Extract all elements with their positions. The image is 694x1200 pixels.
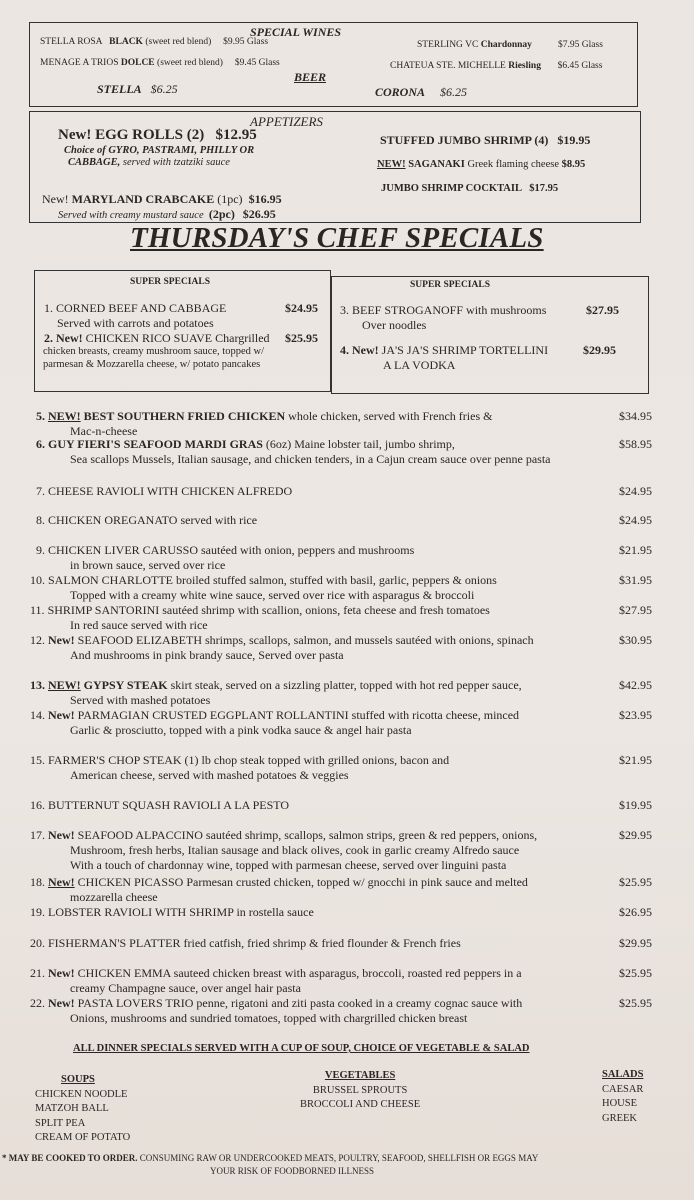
food-warning-2: YOUR RISK OF FOODBORNED ILLNESS [210, 1166, 375, 1176]
special-item [30, 633, 652, 663]
special-item [30, 484, 652, 499]
item-number: 10. [30, 573, 45, 587]
super-4-price: $29.95 [583, 343, 616, 357]
salad-item: HOUSE [602, 1098, 638, 1109]
special-item [30, 828, 652, 873]
new-badge: NEW! [48, 678, 81, 692]
item-description-cont: American cheese, served with mashed potatoes & veggies [70, 768, 349, 782]
super-2-name: 2. New! CHICKEN RICO SUAVE Chargrilled [44, 331, 270, 345]
item-description: shrimps, scallops, salmon, and mussels sautéed with onions, spinach [204, 633, 534, 647]
item-number: 14. [30, 708, 45, 722]
item-price: $25.95 [619, 996, 652, 1010]
page-title: THURSDAY'S CHEF SPECIALS [130, 222, 544, 254]
item-price: $29.95 [619, 828, 652, 842]
appetizers-heading: APPETIZERS [250, 114, 323, 129]
item-description: Parmesan crusted chicken, topped w/ gnocchi in pink sauce and melted [186, 875, 528, 889]
wine-menage: MENAGE A TRIOS DOLCE (sweet red blend) $9.45 Glass [40, 58, 280, 68]
item-description-cont: Topped with a creamy white wine sauce, served over rice with asparagus & broccoli [70, 588, 475, 602]
item-number: 9. [36, 543, 45, 557]
item-description-cont: in brown sauce, served over rice [70, 558, 226, 572]
new-badge: New! [48, 828, 75, 842]
item-description-cont: Served with mashed potatoes [70, 693, 211, 707]
item-name: GUY FIERI'S SEAFOOD MARDI GRAS [48, 437, 263, 451]
served-with-note: ALL DINNER SPECIALS SERVED WITH A CUP OF SOUP, CHOICE OF VEGETABLE & SALAD [73, 1043, 530, 1054]
new-badge: New! [48, 875, 75, 889]
item-name: CHICKEN PICASSO [77, 875, 184, 889]
app-crabcake: New! MARYLAND CRABCAKE (1pc) $16.95 [42, 192, 282, 206]
soup-item: CHICKEN NOODLE [35, 1088, 128, 1100]
item-description-cont: creamy Champagne sauce, over angel hair pasta [70, 981, 301, 995]
item-description: (6oz) Maine lobster tail, jumbo shrimp, [265, 437, 455, 451]
super-4-name: 4. New! JA'S JA'S SHRIMP TORTELLINI [340, 343, 549, 357]
special-item [30, 678, 652, 708]
item-number: 19. [30, 905, 45, 919]
beer-corona: CORONA $6.25 [375, 85, 468, 99]
item-description-cont: With a touch of chardonnay wine, topped with parmesan cheese, served over linguini pasta [70, 858, 507, 872]
new-badge: New! [48, 708, 75, 722]
soup-item: SPLIT PEA [35, 1117, 86, 1129]
super-2-price: $25.95 [285, 331, 318, 345]
special-item [30, 966, 652, 996]
item-description-cont: In red sauce served with rice [70, 618, 208, 632]
special-item [30, 753, 652, 783]
vegetables-column [300, 1069, 420, 1113]
special-item [30, 573, 652, 603]
item-description: sautéed shrimp, scallops, salmon strips, green & red peppers, onions, [205, 828, 538, 842]
item-price: $25.95 [619, 875, 652, 889]
item-description: sautéed with onion, peppers and mushrooms [201, 543, 415, 557]
item-number: 15. [30, 753, 45, 767]
item-number: 6. [36, 437, 45, 451]
wine-stella-rosa: STELLA ROSA BLACK (sweet red blend) $9.95 Glass [40, 37, 269, 47]
item-description-cont: Garlic & prosciutto, topped with a pink vodka sauce & angel hair pasta [70, 723, 412, 737]
item-price: $21.95 [619, 753, 652, 767]
super-1-price: $24.95 [285, 301, 318, 315]
item-number: 7. [36, 484, 45, 498]
item-name: SEAFOOD ALPACCINO [77, 828, 203, 842]
special-item [30, 603, 652, 633]
item-name: CHEESE RAVIOLI WITH CHICKEN ALFREDO [48, 484, 293, 498]
item-number: 16. [30, 798, 45, 812]
item-description: skirt steak, served on a sizzling platter, topped with hot red pepper sauce, [170, 678, 522, 692]
item-number: 21. [30, 966, 45, 980]
super-1-desc: Served with carrots and potatoes [57, 316, 214, 330]
item-price: $42.95 [619, 678, 652, 692]
item-number: 17. [30, 828, 45, 842]
item-description-cont: Sea scallops Mussels, Italian sausage, and chicken tenders, in a Cajun cream sauce over penne pasta [70, 452, 551, 466]
app-egg-rolls-desc: Choice of GYRO, PASTRAMI, PHILLY OR [64, 145, 255, 156]
super-3-desc: Over noodles [362, 318, 427, 332]
item-name: LOBSTER RAVIOLI WITH SHRIMP [48, 905, 234, 919]
super-3-name: 3. BEEF STROGANOFF with mushrooms [340, 303, 547, 317]
item-price: $30.95 [619, 633, 652, 647]
super-2-desc2: parmesan & Mozzarella cheese, w/ potato pancakes [43, 359, 261, 370]
item-description: fried catfish, fried shrimp & fried flounder & French fries [183, 936, 461, 950]
special-item [30, 708, 652, 738]
item-description-cont: And mushrooms in pink brandy sauce, Served over pasta [70, 648, 344, 662]
item-description: in rostella sauce [236, 905, 314, 919]
item-name: GYPSY STEAK [83, 678, 168, 692]
new-badge: New! [48, 996, 75, 1010]
item-price: $24.95 [619, 484, 652, 498]
item-description: sautéed shrimp with scallion, onions, feta cheese and fresh tomatoes [162, 603, 490, 617]
beer-stella: STELLA $6.25 [97, 82, 178, 96]
item-price: $29.95 [619, 936, 652, 950]
special-item [30, 905, 652, 920]
special-item [30, 437, 652, 467]
app-egg-rolls-desc2: CABBAGE, served with tzatziki sauce [68, 157, 230, 168]
item-price: $31.95 [619, 573, 652, 587]
special-item [30, 543, 652, 573]
app-saganaki: NEW! SAGANAKI Greek flaming cheese $8.95 [377, 159, 586, 170]
item-price: $19.95 [619, 798, 652, 812]
super-1-name: 1. CORNED BEEF AND CABBAGE [44, 301, 227, 315]
item-description: whole chicken, served with French fries & [288, 409, 493, 423]
item-number: 5. [36, 409, 45, 423]
special-item [30, 513, 652, 528]
app-shrimp-cocktail: JUMBO SHRIMP COCKTAIL $17.95 [381, 183, 559, 194]
salads-heading: SALADS [602, 1069, 644, 1080]
item-name: FISHERMAN'S PLATTER [48, 936, 181, 950]
item-description: served with rice [180, 513, 258, 527]
soups-heading: SOUPS [61, 1074, 95, 1085]
item-name: CHICKEN LIVER CARUSSO [48, 543, 199, 557]
new-badge: New! [48, 966, 75, 980]
item-name: SHRIMP SANTORINI [47, 603, 160, 617]
item-number: 11. [30, 603, 45, 617]
vegetable-item: BROCCOLI AND CHEESE [300, 1099, 421, 1110]
beer-heading: BEER [294, 70, 327, 84]
new-badge: NEW! [48, 409, 81, 423]
special-item [30, 936, 652, 951]
soups-column [35, 1073, 130, 1146]
item-price: $21.95 [619, 543, 652, 557]
item-description: penne, rigatoni and ziti pasta cooked in a creamy cognac sauce with [196, 996, 523, 1010]
vegetable-item: BRUSSEL SPROUTS [312, 1084, 408, 1096]
salad-item: CAESAR [602, 1083, 644, 1095]
special-item [30, 875, 652, 905]
vegetables-heading: VEGETABLES [324, 1070, 396, 1081]
item-name: PARMAGIAN CRUSTED EGGPLANT ROLLANTINI [77, 708, 349, 722]
item-description: (1) lb chop steak topped with grilled onions, bacon and [184, 753, 450, 767]
item-name: PASTA LOVERS TRIO [77, 996, 194, 1010]
food-warning: * MAY BE COOKED TO ORDER. CONSUMING RAW OR UNDERCOOKED MEATS, POULTRY, SEAFOOD, SHELLFISH OR EGGS MAY [2, 1153, 539, 1163]
item-price: $34.95 [619, 409, 652, 423]
item-number: 22. [30, 996, 45, 1010]
item-description-cont: Onions, mushrooms and sundried tomatoes, topped with chargrilled chicken breast [70, 1011, 468, 1025]
item-price: $25.95 [619, 966, 652, 980]
special-item [30, 996, 652, 1026]
wine-sterling: STERLING VC Chardonnay $7.95 Glass [417, 40, 603, 50]
item-number: 20. [30, 936, 45, 950]
app-egg-rolls: New! EGG ROLLS (2) $12.95 [58, 127, 257, 143]
special-item [30, 409, 652, 439]
wine-chateau: CHATEUA STE. MICHELLE Riesling $6.45 Glass [390, 61, 603, 71]
app-stuffed-shrimp: STUFFED JUMBO SHRIMP (4) $19.95 [380, 133, 591, 147]
special-item [30, 798, 652, 813]
item-name: BUTTERNUT SQUASH RAVIOLI A LA PESTO [48, 798, 290, 812]
item-name: SEAFOOD ELIZABETH [77, 633, 202, 647]
soup-item: CREAM OF POTATO [35, 1132, 131, 1143]
item-description-cont: Mac-n-cheese [70, 424, 138, 438]
super-heading-right: SUPER SPECIALS [410, 280, 490, 290]
item-number: 8. [36, 513, 45, 527]
app-crabcake-desc: Served with creamy mustard sauce (2pc) $26.95 [58, 207, 276, 221]
super-specials-right [331, 276, 649, 394]
super-4-desc: A LA VODKA [383, 358, 456, 372]
item-description: stuffed with ricotta cheese, minced [351, 708, 520, 722]
item-name: SALMON CHARLOTTE [48, 573, 173, 587]
item-description: sauteed chicken breast with asparagus, broccoli, roasted red peppers in a [173, 966, 522, 980]
item-number: 13. [30, 678, 45, 692]
item-price: $23.95 [619, 708, 652, 722]
item-number: 12. [30, 633, 45, 647]
item-description: broiled stuffed salmon, stuffed with basil, garlic, peppers & onions [176, 573, 497, 587]
super-heading-left: SUPER SPECIALS [130, 277, 210, 287]
item-name: FARMER'S CHOP STEAK [48, 753, 182, 767]
item-description-cont: Mushroom, fresh herbs, Italian sausage and black olives, cook in garlic creamy Alfredo sauce [70, 843, 520, 857]
item-name: BEST SOUTHERN FRIED CHICKEN [83, 409, 286, 423]
item-number: 18. [30, 875, 45, 889]
salad-item: GREEK [602, 1112, 637, 1124]
item-description-cont: mozzarella cheese [70, 890, 158, 904]
item-price: $27.95 [619, 603, 652, 617]
item-price: $26.95 [619, 905, 652, 919]
super-3-price: $27.95 [586, 303, 619, 317]
new-badge: New! [48, 633, 75, 647]
super-2-desc1: chicken breasts, creamy mushroom sauce, topped w/ [43, 346, 265, 357]
item-name: CHICKEN EMMA [77, 966, 171, 980]
item-price: $58.95 [619, 437, 652, 451]
item-price: $24.95 [619, 513, 652, 527]
soup-item: MATZOH BALL [35, 1103, 109, 1114]
item-name: CHICKEN OREGANATO [48, 513, 178, 527]
wines-heading: SPECIAL WINES [250, 25, 342, 39]
salads-column [602, 1068, 643, 1126]
